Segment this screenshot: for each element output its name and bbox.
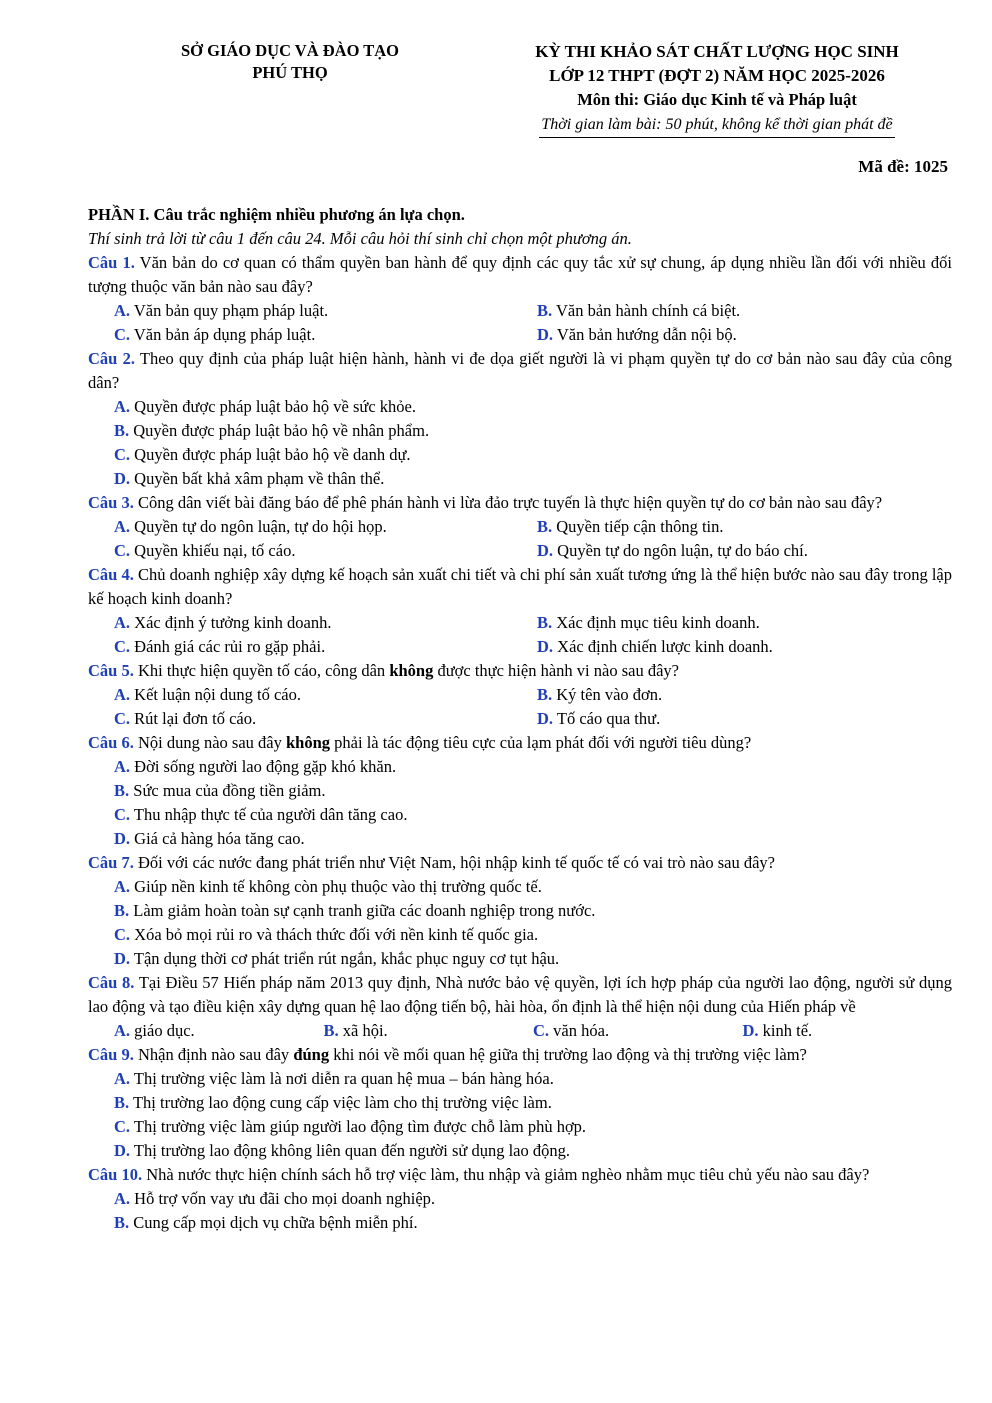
part-title: PHẦN I. Câu trắc nghiệm nhiều phương án lựa chọn.	[88, 205, 465, 224]
part-instruction: Thí sinh trả lời từ câu 1 đến câu 24. Mỗi câu hỏi thí sinh chỉ chọn một phương án.	[88, 229, 632, 248]
option-a[interactable]: A. Quyền được pháp luật bảo hộ về sức khỏe.	[114, 397, 417, 416]
option-d[interactable]: D. Quyền bất khả xâm phạm về thân thể.	[114, 469, 385, 488]
exam-content	[88, 203, 952, 1235]
options-row	[88, 707, 952, 731]
option-d[interactable]: D. Văn bản hướng dẫn nội bộ.	[537, 325, 737, 344]
question-text: Văn bản do cơ quan có thẩm quyền ban hành để quy định các quy tắc xử sự chung, áp dụng nhiều lần đối với nhiều đối tượng thuộc văn bản nào sau đây?	[88, 253, 952, 296]
question-text: Theo quy định của pháp luật hiện hành, hành vi đe dọa giết người là vi phạm quyền tự do cơ bản nào sau đây của công dân?	[88, 349, 953, 392]
option-b[interactable]: B. Xác định mục tiêu kinh doanh.	[537, 613, 760, 632]
option-d[interactable]: D. Tận dụng thời cơ phát triển rút ngắn, khắc phục nguy cơ tụt hậu.	[114, 949, 560, 968]
option-d[interactable]: D. kinh tế.	[742, 1021, 813, 1040]
exam-code: Mã đề: 1025	[858, 157, 948, 176]
options-row	[88, 323, 952, 347]
option-b[interactable]: B. Quyền được pháp luật bảo hộ về nhân phẩm.	[114, 421, 430, 440]
option-b[interactable]: B. Cung cấp mọi dịch vụ chữa bệnh miễn phí.	[114, 1213, 418, 1232]
question-text: Chủ doanh nghiệp xây dựng kế hoạch sản xuất chi tiết và chi phí sản xuất tương ứng là thể hiện bước nào sau đây trong lập kế hoạch kinh doanh?	[88, 565, 953, 608]
option-b[interactable]: B. Quyền tiếp cận thông tin.	[537, 517, 724, 536]
question-4	[88, 563, 952, 611]
option-d[interactable]: D. Quyền tự do ngôn luận, tự do báo chí.	[537, 541, 808, 560]
option-c[interactable]: C. văn hóa.	[533, 1021, 610, 1040]
option-a[interactable]: A. Quyền tự do ngôn luận, tự do hội họp.	[114, 517, 387, 536]
question-number: Câu 9.	[88, 1045, 134, 1064]
option-a[interactable]: A. Thị trường việc làm là nơi diễn ra quan hệ mua – bán hàng hóa.	[114, 1069, 554, 1088]
option-b[interactable]: B. Ký tên vào đơn.	[537, 685, 663, 704]
question-number: Câu 4.	[88, 565, 134, 584]
province-name: PHÚ THỌ	[252, 63, 328, 82]
option-c[interactable]: C. Đánh giá các rủi ro gặp phải.	[114, 637, 326, 656]
options-row	[88, 539, 952, 563]
option-b[interactable]: B. Sức mua của đồng tiền giảm.	[114, 781, 326, 800]
option-c[interactable]: C. Xóa bỏ mọi rủi ro và thách thức đối với nền kinh tế quốc gia.	[114, 925, 539, 944]
option-c[interactable]: C. Rút lại đơn tố cáo.	[114, 709, 257, 728]
question-number: Câu 1.	[88, 253, 135, 272]
question-2	[88, 347, 952, 395]
exam-header	[482, 40, 952, 138]
option-b[interactable]: B. xã hội.	[323, 1021, 388, 1040]
keyword-emphasis: không	[286, 733, 331, 752]
exam-time: Thời gian làm bài: 50 phút, không kể thời gian phát đề	[539, 115, 894, 138]
option-a[interactable]: A. Hỗ trợ vốn vay ưu đãi cho mọi doanh nghiệp.	[114, 1189, 436, 1208]
exam-grade-year: LỚP 12 THPT (ĐỢT 2) NĂM HỌC 2025-2026	[549, 66, 885, 85]
question-number: Câu 5.	[88, 661, 134, 680]
question-1	[88, 251, 952, 299]
question-number: Câu 8.	[88, 973, 135, 992]
option-d[interactable]: D. Giá cả hàng hóa tăng cao.	[114, 829, 305, 848]
options-row	[88, 635, 952, 659]
option-d[interactable]: D. Thị trường lao động không liên quan đến người sử dụng lao động.	[114, 1141, 570, 1160]
question-10	[88, 1163, 952, 1187]
options-row	[88, 299, 952, 323]
option-a[interactable]: A. giáo dục.	[114, 1021, 195, 1040]
options-row	[88, 683, 952, 707]
question-number: Câu 3.	[88, 493, 134, 512]
question-text: Đối với các nước đang phát triển như Việt Nam, hội nhập kinh tế quốc tế có vai trò nào sau đây?	[137, 853, 775, 872]
options-row	[88, 611, 952, 635]
keyword-emphasis: đúng	[293, 1045, 330, 1064]
option-d[interactable]: D. Tố cáo qua thư.	[537, 709, 661, 728]
option-a[interactable]: A. Giúp nền kinh tế không còn phụ thuộc vào thị trường quốc tế.	[114, 877, 542, 896]
options-row	[88, 1019, 952, 1043]
question-5: Câu 5. Khi thực hiện quyền tố cáo, công dân không được thực hiện hành vi nào sau đây?	[88, 661, 679, 680]
exam-subject: Môn thi: Giáo dục Kinh tế và Pháp luật	[577, 90, 857, 109]
department-header	[140, 40, 440, 84]
option-b[interactable]: B. Văn bản hành chính cá biệt.	[537, 301, 741, 320]
options-row	[88, 515, 952, 539]
question-9: Câu 9. Nhận định nào sau đây đúng khi nói về mối quan hệ giữa thị trường lao động và thị trường việc làm?	[88, 1045, 807, 1064]
question-number: Câu 7.	[88, 853, 134, 872]
question-7	[88, 851, 952, 875]
question-text: Công dân viết bài đăng báo để phê phán hành vi lừa đảo trực tuyến là thực hiện quyền tự do cơ bản nào sau đây?	[137, 493, 883, 512]
option-b[interactable]: B. Làm giảm hoàn toàn sự cạnh tranh giữa các doanh nghiệp trong nước.	[114, 901, 596, 920]
question-6: Câu 6. Nội dung nào sau đây không phải là tác động tiêu cực của lạm phát đối với người tiêu dùng?	[88, 733, 752, 752]
option-a[interactable]: A. Kết luận nội dung tố cáo.	[114, 685, 301, 704]
option-c[interactable]: C. Quyền được pháp luật bảo hộ về danh dự.	[114, 445, 411, 464]
option-c[interactable]: C. Thu nhập thực tế của người dân tăng cao.	[114, 805, 408, 824]
option-d[interactable]: D. Xác định chiến lược kinh doanh.	[537, 637, 773, 656]
option-a[interactable]: A. Văn bản quy phạm pháp luật.	[114, 301, 329, 320]
question-3	[88, 491, 952, 515]
question-number: Câu 2.	[88, 349, 135, 368]
question-number: Câu 6.	[88, 733, 134, 752]
question-number: Câu 10.	[88, 1165, 143, 1184]
question-8	[88, 971, 952, 1019]
department-name: SỞ GIÁO DỤC VÀ ĐÀO TẠO	[180, 41, 400, 60]
question-text: Nhà nước thực hiện chính sách hỗ trợ việc làm, thu nhập và giảm nghèo nhằm mục tiêu chủ yếu nào sau đây?	[146, 1165, 870, 1184]
option-c[interactable]: C. Thị trường việc làm giúp người lao động tìm được chỗ làm phù hợp.	[114, 1117, 587, 1136]
option-a[interactable]: A. Xác định ý tưởng kinh doanh.	[114, 613, 332, 632]
option-b[interactable]: B. Thị trường lao động cung cấp việc làm cho thị trường việc làm.	[114, 1093, 552, 1112]
option-c[interactable]: C. Văn bản áp dụng pháp luật.	[114, 325, 316, 344]
question-text: Tại Điều 57 Hiến pháp năm 2013 quy định, Nhà nước bảo vệ quyền, lợi ích hợp pháp của người lao động, người sử dụng lao động và tạo điều kiện xây dựng quan hệ lao động tiến bộ, hài hòa, ổn định là thể hiện nội dung của Hiến pháp về	[88, 973, 952, 1016]
option-c[interactable]: C. Quyền khiếu nại, tố cáo.	[114, 541, 296, 560]
exam-title: KỲ THI KHẢO SÁT CHẤT LƯỢNG HỌC SINH	[535, 42, 899, 61]
option-a[interactable]: A. Đời sống người lao động gặp khó khăn.	[114, 757, 397, 776]
keyword-emphasis: không	[389, 661, 434, 680]
